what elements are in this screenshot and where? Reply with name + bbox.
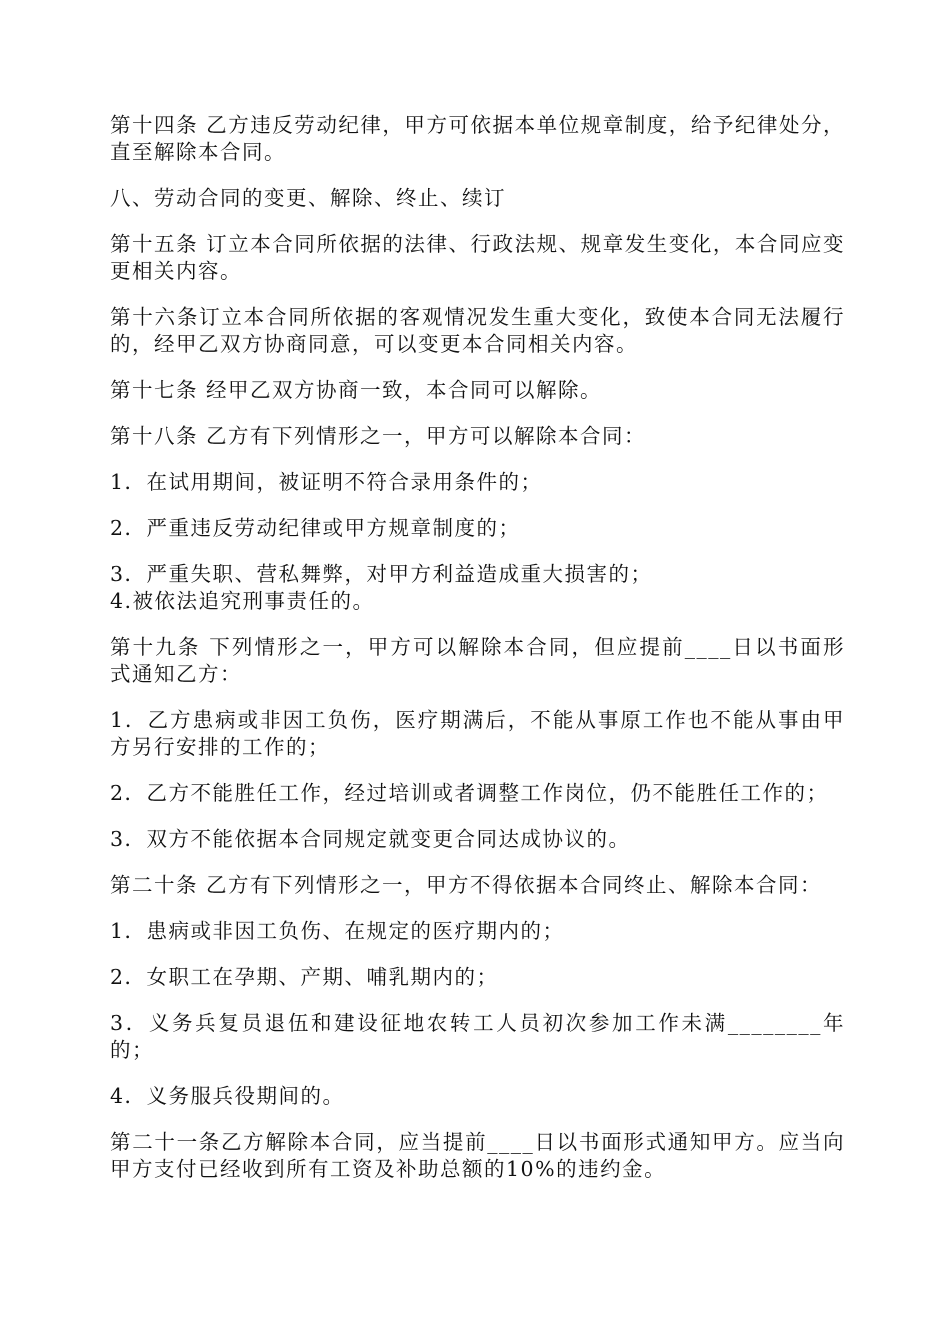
list-item-20-1: 1．患病或非因工负伤、在规定的医疗期内的；	[110, 919, 565, 943]
list-item-19-1: 1．乙方患病或非因工负伤，医疗期满后，不能从事原工作也不能从事由甲方另行安排的工作的；	[110, 708, 845, 759]
list-item-18-1: 1．在试用期间，被证明不符合录用条件的；	[110, 470, 543, 494]
paragraph-article-16: 第十六条订立本合同所依据的客观情况发生重大变化，致使本合同无法履行的，经甲乙双方协商同意，可以变更本合同相关内容。	[110, 305, 845, 356]
list-item-20-2: 2．女职工在孕期、产期、哺乳期内的；	[110, 965, 499, 989]
paragraph-article-19: 第十九条 下列情形之一，甲方可以解除本合同，但应提前____日以书面形式通知乙方：	[110, 635, 845, 686]
document-body	[110, 112, 845, 1202]
paragraph-article-15: 第十五条 订立本合同所依据的法律、行政法规、规章发生变化，本合同应变更相关内容。	[110, 232, 845, 283]
list-item-18-4: 4.被依法追究刑事责任的。	[110, 589, 375, 613]
paragraph-article-18: 第十八条 乙方有下列情形之一，甲方可以解除本合同：	[110, 424, 647, 448]
list-item-19-3: 3．双方不能依据本合同规定就变更合同达成协议的。	[110, 827, 631, 851]
list-item-18-3: 3．严重失职、营私舞弊，对甲方利益造成重大损害的；	[110, 562, 653, 586]
paragraph-article-14: 第十四条 乙方违反劳动纪律，甲方可依据本单位规章制度，给予纪律处分，直至解除本合同。	[110, 113, 845, 164]
list-item-20-3: 3．义务兵复员退伍和建设征地农转工人员初次参加工作未满________年的；	[110, 1011, 845, 1062]
list-item-20-4: 4．义务服兵役期间的。	[110, 1084, 345, 1108]
paragraph-article-20: 第二十条 乙方有下列情形之一，甲方不得依据本合同终止、解除本合同：	[110, 873, 823, 897]
paragraph-article-21: 第二十一条乙方解除本合同，应当提前____日以书面形式通知甲方。应当向甲方支付已经收到所有工资及补助总额的10%的违约金。	[110, 1130, 845, 1181]
section-heading-8: 八、劳动合同的变更、解除、终止、续订	[110, 186, 506, 210]
list-item-19-2: 2．乙方不能胜任工作，经过培训或者调整工作岗位，仍不能胜任工作的；	[110, 781, 829, 805]
list-item-18-2: 2．严重违反劳动纪律或甲方规章制度的；	[110, 516, 521, 540]
paragraph-article-17: 第十七条 经甲乙双方协商一致，本合同可以解除。	[110, 378, 603, 402]
